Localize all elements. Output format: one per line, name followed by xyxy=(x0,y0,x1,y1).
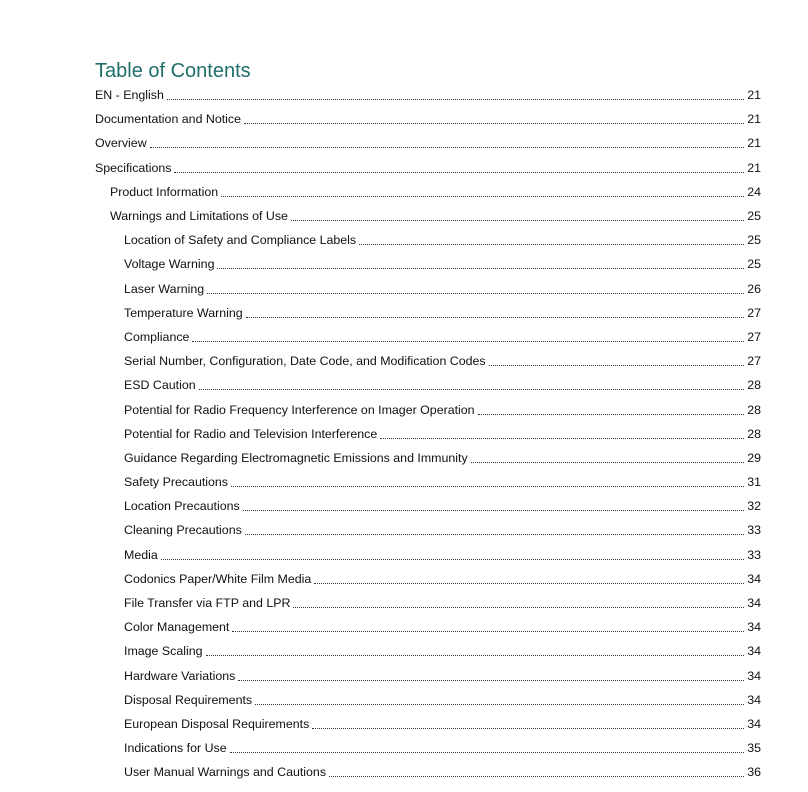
toc-entry[interactable] xyxy=(0,349,808,373)
toc-entry-label: Overview xyxy=(95,136,147,151)
toc-entry-label: Cleaning Precautions xyxy=(124,523,242,538)
toc-entry-page-number: 21 xyxy=(747,88,761,103)
toc-entry-page-number: 29 xyxy=(747,450,761,465)
toc-entry-label: Compliance xyxy=(124,329,190,344)
dot-leader xyxy=(293,591,744,615)
dot-leader xyxy=(231,470,744,494)
toc-entry[interactable] xyxy=(0,664,808,688)
dot-leader xyxy=(329,760,744,784)
dot-leader xyxy=(489,349,744,373)
dot-leader xyxy=(207,277,744,301)
dot-leader xyxy=(359,228,744,252)
toc-entry-page-number: 25 xyxy=(747,233,761,248)
toc-entry-page-number: 28 xyxy=(747,378,761,393)
toc-entry-label: Guidance Regarding Electromagnetic Emissions and Immunity xyxy=(124,450,468,465)
toc-entry[interactable] xyxy=(0,712,808,736)
toc-entry-label: Potential for Radio Frequency Interference on Imager Operation xyxy=(124,402,475,417)
toc-entry-page-number: 27 xyxy=(747,329,761,344)
dot-leader xyxy=(246,301,744,325)
toc-entry-label: Codonics Paper/White Film Media xyxy=(124,571,312,586)
toc-entry-label: Media xyxy=(124,547,158,562)
toc-entry-label: Image Scaling xyxy=(124,644,203,659)
toc-entry[interactable] xyxy=(0,252,808,276)
toc-entry[interactable] xyxy=(0,543,808,567)
toc-entry-label: Laser Warning xyxy=(124,281,205,296)
toc-entry-label: European Disposal Requirements xyxy=(124,716,310,731)
toc-entry-page-number: 35 xyxy=(747,741,761,756)
dot-leader xyxy=(199,373,744,397)
toc-entry[interactable] xyxy=(0,688,808,712)
toc-entry[interactable] xyxy=(0,228,808,252)
toc-entry-page-number: 21 xyxy=(747,112,761,127)
toc-entry-page-number: 34 xyxy=(747,571,761,586)
toc-entry-page-number: 28 xyxy=(747,426,761,441)
dot-leader xyxy=(255,688,744,712)
toc-entry[interactable] xyxy=(0,180,808,204)
dot-leader xyxy=(206,639,744,663)
toc-entry-page-number: 34 xyxy=(747,668,761,683)
toc-entry-label: Voltage Warning xyxy=(124,257,215,272)
dot-leader xyxy=(244,107,744,131)
toc-entry-label: ESD Caution xyxy=(124,378,196,393)
toc-entry-page-number: 28 xyxy=(747,402,761,417)
toc-entry[interactable] xyxy=(0,494,808,518)
toc-entry-label: Warnings and Limitations of Use xyxy=(110,209,288,224)
toc-entry-page-number: 26 xyxy=(747,281,761,296)
toc-entry-label: Indications for Use xyxy=(124,741,227,756)
page-title: Table of Contents xyxy=(95,60,251,82)
toc-entry[interactable] xyxy=(0,518,808,542)
toc-entry-label: Product Information xyxy=(110,184,219,199)
toc-entry-label: Location of Safety and Compliance Labels xyxy=(124,233,357,248)
toc-entry-label: Serial Number, Configuration, Date Code, and Modification Codes xyxy=(124,354,486,369)
toc-entry-label: User Manual Warnings and Cautions xyxy=(124,765,327,780)
toc-entry[interactable] xyxy=(0,760,808,784)
toc-entry[interactable] xyxy=(0,615,808,639)
toc-entry-page-number: 21 xyxy=(747,160,761,175)
toc-entry[interactable] xyxy=(0,397,808,421)
toc-entry[interactable] xyxy=(0,277,808,301)
toc-entry-page-number: 34 xyxy=(747,620,761,635)
toc-entry[interactable] xyxy=(0,567,808,591)
toc-entry-page-number: 31 xyxy=(747,475,761,490)
toc-entry-page-number: 34 xyxy=(747,716,761,731)
toc-entry-label: File Transfer via FTP and LPR xyxy=(124,596,291,611)
toc-entry-label: Disposal Requirements xyxy=(124,692,253,707)
toc-entry-page-number: 36 xyxy=(747,765,761,780)
toc-entry[interactable] xyxy=(0,301,808,325)
toc-entry-label: EN - English xyxy=(95,88,164,103)
toc-entry-label: Documentation and Notice xyxy=(95,112,242,127)
dot-leader xyxy=(314,567,744,591)
dot-leader xyxy=(167,83,744,107)
toc-entry[interactable] xyxy=(0,446,808,470)
toc-entry[interactable] xyxy=(0,156,808,180)
toc-entry[interactable] xyxy=(0,639,808,663)
toc-entry[interactable] xyxy=(0,204,808,228)
dot-leader xyxy=(478,398,744,422)
dot-leader xyxy=(192,325,744,349)
dot-leader xyxy=(243,494,744,518)
dot-leader xyxy=(230,736,744,760)
toc-entry[interactable] xyxy=(0,83,808,107)
toc-entry-label: Location Precautions xyxy=(124,499,240,514)
toc-entry[interactable] xyxy=(0,107,808,131)
toc-entry-page-number: 24 xyxy=(747,184,761,199)
dot-leader xyxy=(245,518,744,542)
toc-entry-label: Hardware Variations xyxy=(124,668,236,683)
toc-entry-page-number: 34 xyxy=(747,692,761,707)
toc-entry-label: Specifications xyxy=(95,160,172,175)
dot-leader xyxy=(380,422,744,446)
toc-entry-page-number: 33 xyxy=(747,523,761,538)
dot-leader xyxy=(174,156,744,180)
toc-entry-page-number: 27 xyxy=(747,305,761,320)
dot-leader xyxy=(221,180,744,204)
dot-leader xyxy=(150,131,744,155)
toc-entry[interactable] xyxy=(0,131,808,155)
toc-entry-label: Potential for Radio and Television Interference xyxy=(124,426,378,441)
dot-leader xyxy=(232,615,744,639)
toc-entry-label: Color Management xyxy=(124,620,230,635)
toc-entry-page-number: 25 xyxy=(747,209,761,224)
toc-entry-page-number: 21 xyxy=(747,136,761,151)
dot-leader xyxy=(238,664,744,688)
toc-entry-page-number: 34 xyxy=(747,644,761,659)
toc-entry-page-number: 33 xyxy=(747,547,761,562)
toc-entry[interactable] xyxy=(0,325,808,349)
toc-entry-page-number: 27 xyxy=(747,354,761,369)
toc-entry[interactable] xyxy=(0,736,808,760)
toc-entry-label: Temperature Warning xyxy=(124,305,243,320)
toc-entry-page-number: 25 xyxy=(747,257,761,272)
toc-entry[interactable] xyxy=(0,591,808,615)
toc-entry[interactable] xyxy=(0,373,808,397)
dot-leader xyxy=(161,543,744,567)
dot-leader xyxy=(312,712,744,736)
toc-entry-label: Safety Precautions xyxy=(124,475,229,490)
toc-entry-page-number: 34 xyxy=(747,596,761,611)
toc-entry[interactable] xyxy=(0,470,808,494)
toc-entry[interactable] xyxy=(0,422,808,446)
table-of-contents xyxy=(0,83,808,784)
toc-entry-page-number: 32 xyxy=(747,499,761,514)
dot-leader xyxy=(217,252,744,276)
dot-leader xyxy=(471,446,744,470)
dot-leader xyxy=(291,204,744,228)
